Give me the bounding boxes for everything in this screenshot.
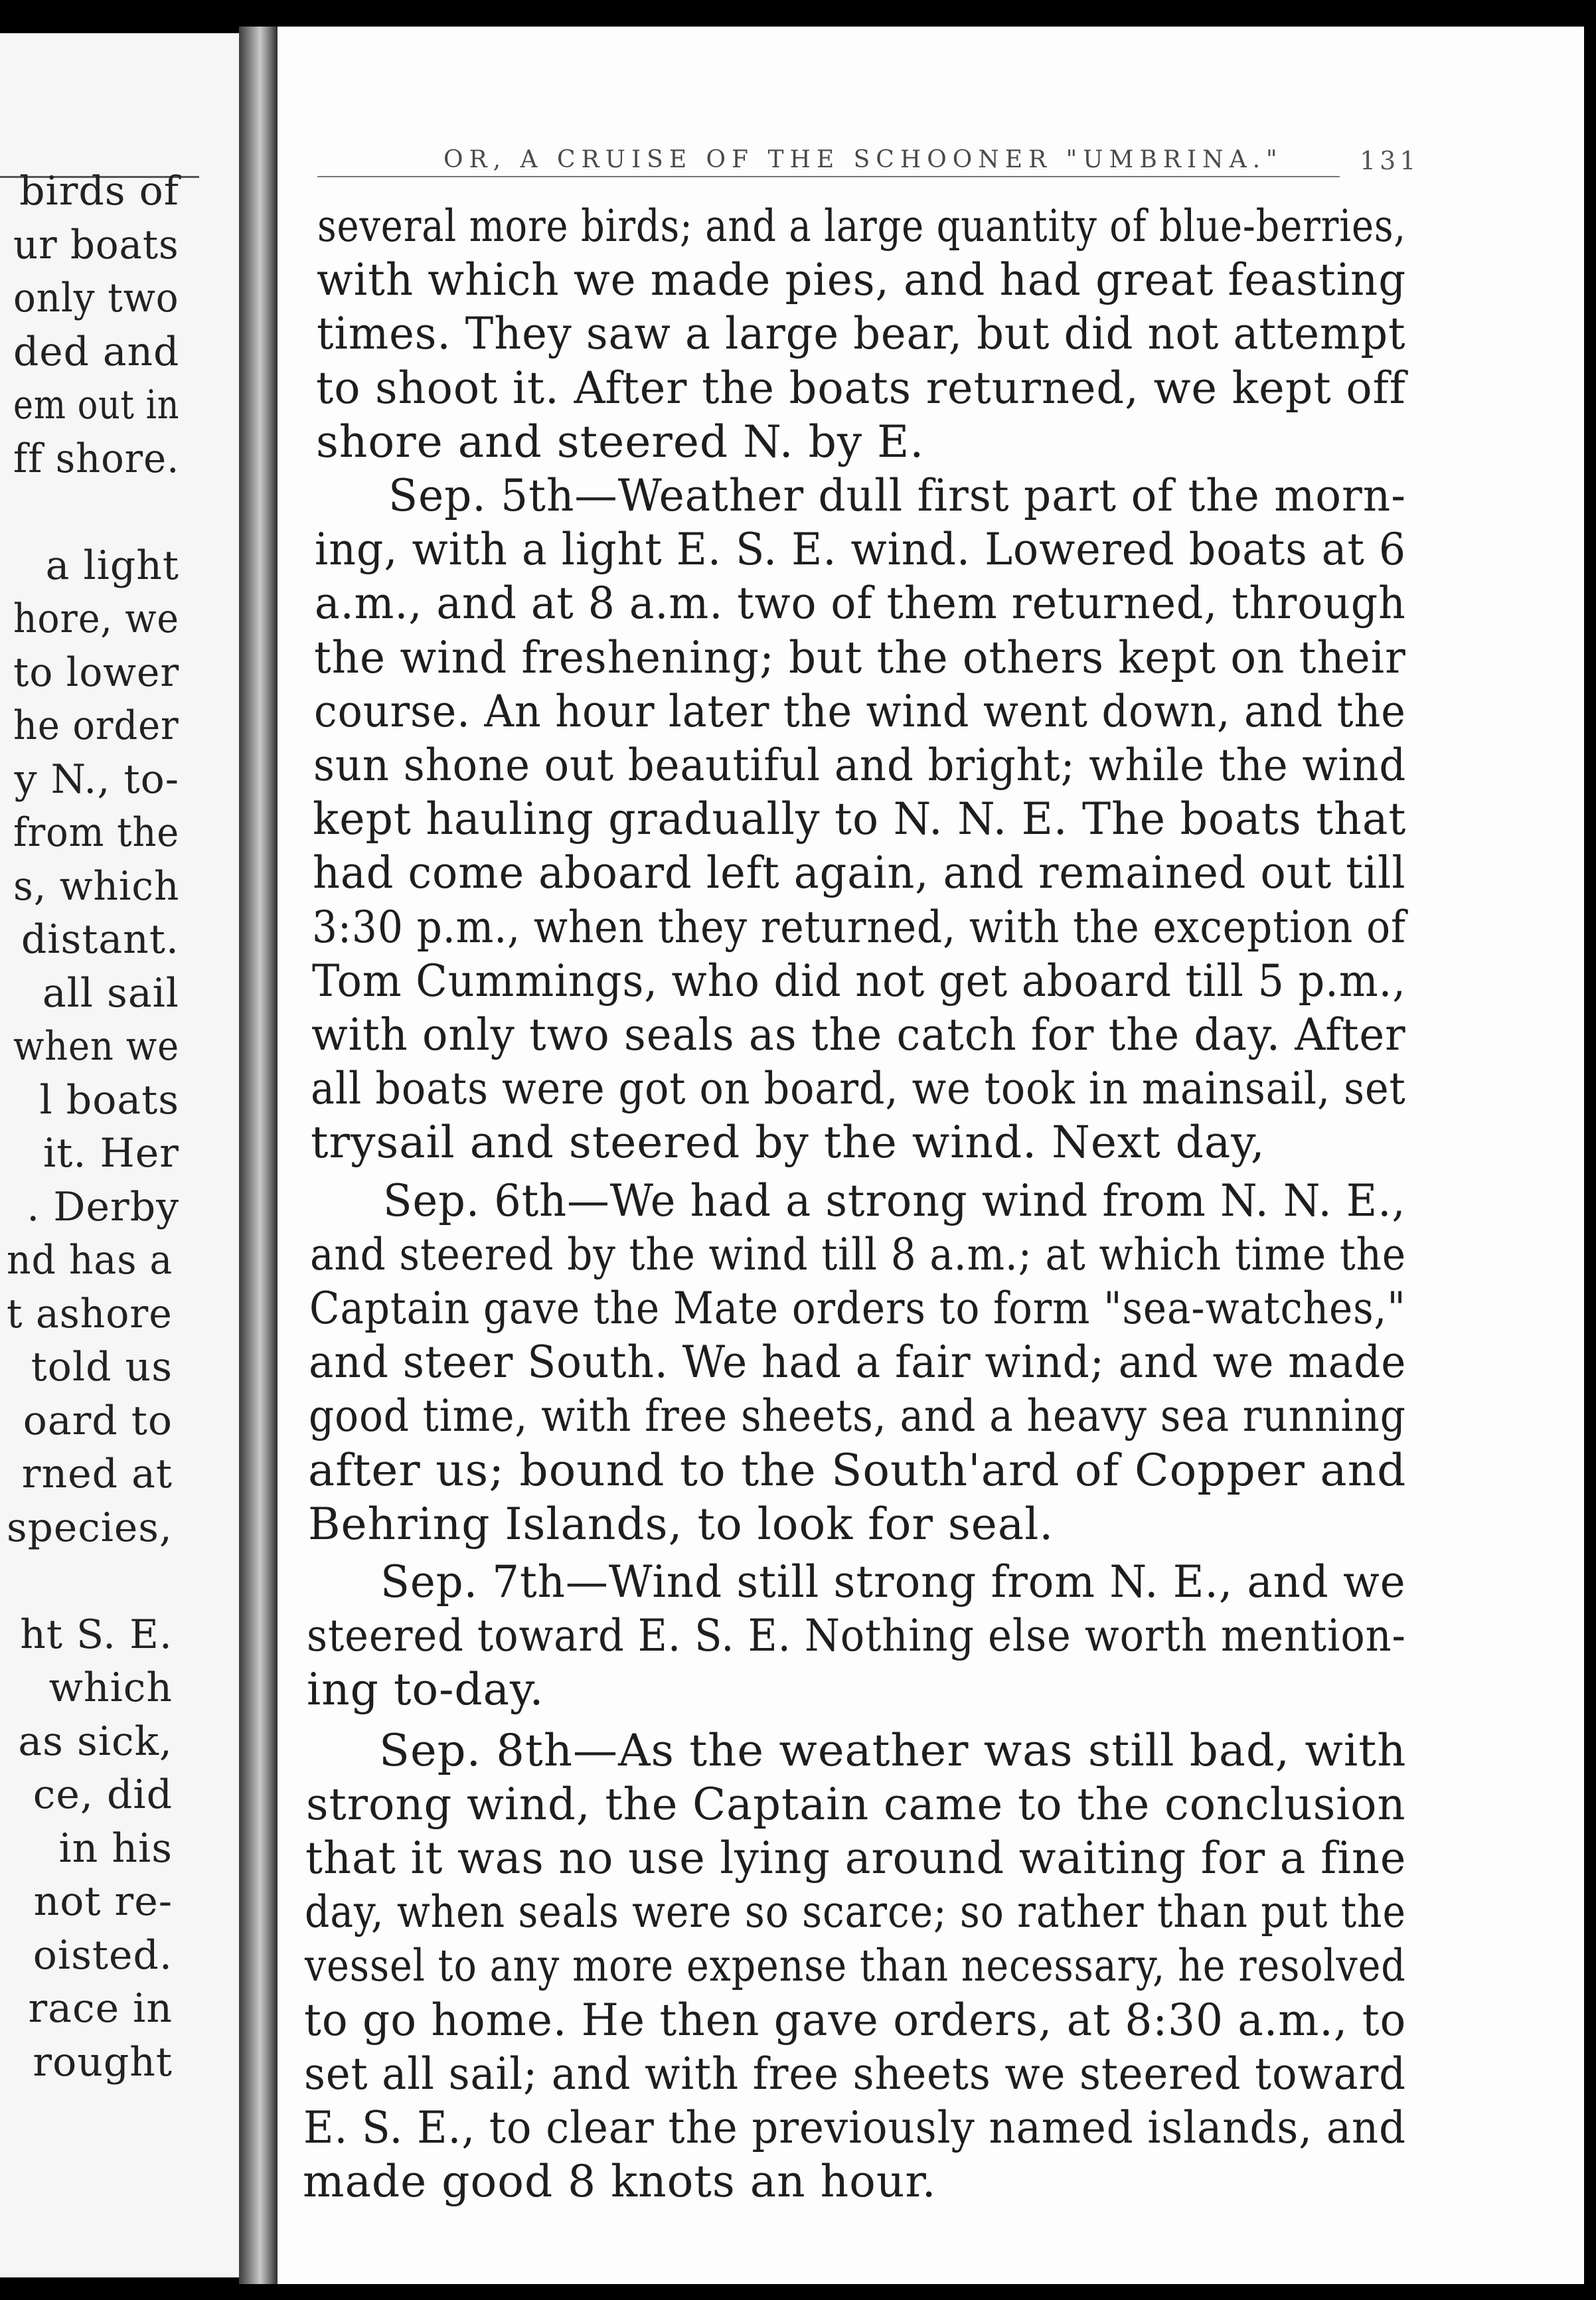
text-line: with which we made pies, and had great feasting <box>317 254 1407 306</box>
text-line: made good 8 knots an hour. <box>303 2156 937 2208</box>
text-line: trysail and steered by the wind. Next day, <box>311 1117 1265 1169</box>
text-line: steered toward E. S. E. Nothing else worth mention- <box>307 1610 1406 1662</box>
left-text-line: ur boats <box>13 221 179 268</box>
left-text-line: distant. <box>21 916 179 963</box>
text-line: course. An hour later the wind went down, and the <box>314 685 1406 737</box>
left-text-line: s, which <box>13 862 179 910</box>
text-line: that it was no use lying around waiting for a fine <box>305 1833 1407 1884</box>
left-text-line: em out in <box>13 382 179 428</box>
left-text-line: told us <box>31 1344 173 1390</box>
left-text-line: when we <box>13 1023 179 1070</box>
left-text-line: to lower <box>13 649 179 696</box>
left-text-line: ht S. E. <box>20 1611 173 1658</box>
text-line: 3:30 p.m., when they returned, with the exception of <box>312 901 1407 953</box>
text-line: Behring Islands, to look for seal. <box>308 1498 1054 1550</box>
text-line: good time, with free sheets, and a heavy sea running <box>309 1390 1406 1442</box>
left-text-line: rned at <box>21 1451 173 1497</box>
left-text-line: it. Her <box>43 1130 179 1177</box>
left-text-line: species, <box>7 1504 173 1551</box>
text-line: E. S. E., to clear the previously named islands, and <box>303 2102 1406 2153</box>
left-text-line: a light <box>45 542 179 589</box>
left-text-line: hore, we <box>13 596 179 642</box>
text-line: all boats were got on board, we took in mainsail, set <box>311 1063 1406 1115</box>
text-line: times. They saw a large bear, but did not attempt <box>317 308 1406 360</box>
paragraph-first-line: Sep. 8th—As the weather was still bad, with <box>379 1724 1407 1776</box>
text-line: and steered by the wind till 8 a.m.; at which time the <box>310 1228 1407 1280</box>
right-page <box>278 27 1584 2284</box>
left-text-line: as sick, <box>18 1718 173 1765</box>
text-line: ing, with a light E. S. E. wind. Lowered boats at 6 <box>315 524 1407 576</box>
left-text-line: rought <box>33 2038 173 2086</box>
left-text-line: not re- <box>33 1878 173 1925</box>
left-text-line: oisted. <box>33 1931 173 1979</box>
left-text-line: from the <box>13 809 179 856</box>
left-text-line: t ashore <box>7 1290 173 1337</box>
text-line: a.m., and at 8 a.m. two of them returned, through <box>315 578 1406 629</box>
left-text-line: ded and <box>13 328 179 375</box>
text-line: vessel to any more expense than necessary, he resolved <box>305 1940 1406 1992</box>
text-line: with only two seals as the catch for the day. After <box>311 1009 1406 1060</box>
left-text-line: he order <box>13 702 179 749</box>
body-text <box>278 27 1584 2284</box>
text-line: ing to-day. <box>307 1664 544 1716</box>
text-line: the wind freshening; but the others kept on their <box>314 631 1406 683</box>
text-line: several more birds; and a large quantity of blue-berries, <box>317 201 1406 252</box>
left-text-line: . Derby <box>27 1183 179 1230</box>
text-line: Tom Cummings, who did not get aboard till 5 p.m., <box>312 955 1406 1007</box>
left-page-text <box>0 33 239 2277</box>
running-head: OR, A CRUISE OF THE SCHOONER "UMBRINA." <box>443 146 1283 173</box>
text-line: day, when seals were so scarce; so rather than put the <box>305 1886 1406 1938</box>
left-text-line: only two <box>13 275 179 321</box>
page-number: 131 <box>1360 146 1420 175</box>
paragraph-first-line: Sep. 7th—Wind still strong from N. E., and we <box>380 1556 1406 1607</box>
left-text-line: which <box>48 1665 173 1711</box>
text-line: strong wind, the Captain came to the conclusion <box>306 1778 1406 1830</box>
left-text-line: ff shore. <box>13 435 179 482</box>
left-text-line: l boats <box>39 1076 179 1123</box>
text-line: to go home. He then gave orders, at 8:30 a.m., to <box>304 1994 1407 2046</box>
text-line: to shoot it. After the boats returned, we kept off <box>316 362 1406 414</box>
text-line: sun shone out beautiful and bright; while the wind <box>313 740 1407 791</box>
text-line: and steer South. We had a fair wind; and we made <box>309 1337 1407 1388</box>
text-line: set all sail; and with free sheets we steered toward <box>304 2048 1407 2099</box>
left-text-line: all sail <box>42 969 179 1017</box>
left-text-line: y N., to- <box>14 756 179 803</box>
left-text-line: ce, did <box>33 1771 173 1818</box>
left-page-fragment <box>0 33 239 2277</box>
text-line: Captain gave the Mate orders to form "sea-watches," <box>309 1283 1406 1334</box>
paragraph-first-line: Sep. 6th—We had a strong wind from N. N. E., <box>383 1175 1406 1226</box>
text-line: after us; bound to the South'ard of Copper and <box>308 1444 1407 1496</box>
text-line: had come aboard left again, and remained out till <box>313 847 1406 899</box>
text-line: shore and steered N. by E. <box>316 416 925 467</box>
text-line: kept hauling gradually to N. N. E. The boats that <box>313 793 1407 845</box>
left-text-line: in his <box>58 1825 173 1872</box>
left-text-line: oard to <box>23 1397 173 1444</box>
left-text-line: nd has a <box>6 1237 173 1283</box>
left-text-line: birds of <box>19 168 179 214</box>
left-text-line: race in <box>28 1985 173 2032</box>
paragraph-first-line: Sep. 5th—Weather dull first part of the morn- <box>388 470 1406 521</box>
book-gutter <box>239 27 278 2284</box>
